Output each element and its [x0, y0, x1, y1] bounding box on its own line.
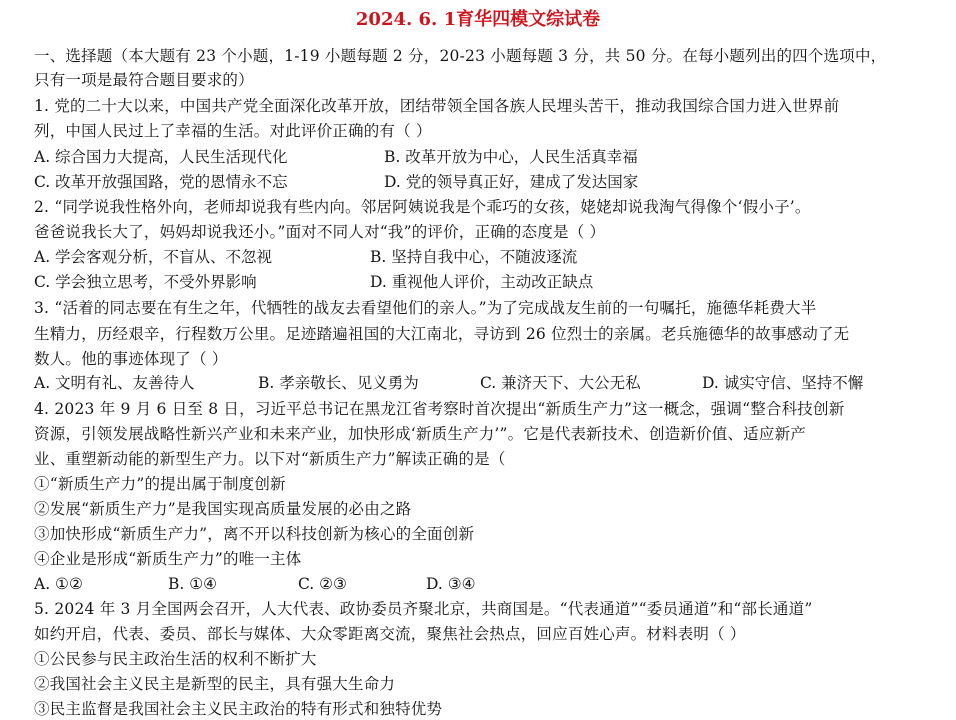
question-3-option-b: B. 孝亲敬长、见义勇为 — [258, 374, 419, 392]
question-1-option-a: A. 综合国力大提高，人民生活现代化 — [34, 148, 288, 166]
section-instructions-line-2: 只有一项是最符合题目要求的） — [34, 71, 254, 89]
question-4-option-d: D. ③④ — [426, 575, 476, 593]
question-2-option-d: D. 重视他人评价，主动改正缺点 — [370, 273, 594, 291]
question-3-stem-line-2: 生精力，历经艰辛，行程数万公里。足迹踏遍祖国的大江南北，寻访到 26 位烈士的亲属。老兵施德华的故事感动了无 — [34, 325, 850, 343]
question-4-item-4: ④企业是形成“新质生产力”的唯一主体 — [34, 550, 302, 568]
question-1-option-d: D. 党的领导真正好，建成了发达国家 — [384, 173, 639, 191]
question-4-stem-line-1: 4. 2023 年 9 月 6 日至 8 日，习近平总书记在黑龙江省考察时首次提出“新质生产力”这一概念，强调“整合科技创新 — [34, 400, 845, 418]
question-5-item-3: ③民主监督是我国社会主义民主政治的特有形式和独特优势 — [34, 700, 443, 718]
question-2-stem-line-2: 爸爸说我长大了，妈妈却说我还小。”面对不同人对“我”的评价，正确的态度是（ ） — [34, 223, 606, 241]
question-4-stem-line-2: 资源，引领发展战略性新兴产业和未来产业，加快形成‘新质生产力’”。它是代表新技术、创造新价值、适应新产 — [34, 425, 806, 443]
question-2-option-a: A. 学会客观分析，不盲从、不忽视 — [34, 248, 273, 266]
question-4-stem-line-3: 业、重塑新动能的新型生产力。以下对“新质生产力”解读正确的是（ — [34, 450, 506, 468]
question-2-stem-line-1: 2. “同学说我性格外向，老师却说我有些内向。邻居阿姨说我是个乖巧的女孩，姥姥却说我淘气得像个‘假小子’。 — [34, 198, 811, 216]
question-3-stem-line-3: 数人。他的事迹体现了（ ） — [34, 350, 228, 368]
question-1-option-b: B. 改革开放为中心，人民生活真幸福 — [384, 148, 638, 166]
exam-title: 2024. 6. 1育华四模文综试卷 — [355, 9, 601, 30]
question-3-option-c: C. 兼济天下、大公无私 — [480, 374, 641, 392]
question-5-stem-line-2: 如约开启，代表、委员、部长与媒体、大众零距离交流，聚焦社会热点，回应百姓心声。材料表明（ ） — [34, 625, 746, 643]
section-instructions-line-1: 一、选择题（本大题有 23 个小题，1-19 小题每题 2 分，20-23 小题每题 3 分，共 50 分。在每小题列出的四个选项中， — [34, 47, 887, 65]
question-1-stem-line-2: 列，中国人民过上了幸福的生活。对此评价正确的有（ ） — [34, 122, 432, 140]
question-2-option-c: C. 学会独立思考，不受外界影响 — [34, 273, 257, 291]
question-4-item-2: ②发展“新质生产力”是我国实现高质量发展的必由之路 — [34, 500, 412, 518]
question-5-item-1: ①公民参与民主政治生活的权利不断扩大 — [34, 650, 317, 668]
question-2-option-b: B. 坚持自我中心，不随波逐流 — [370, 248, 578, 266]
question-3-option-d: D. 诚实守信、坚持不懈 — [702, 374, 864, 392]
question-4-option-b: B. ①④ — [168, 575, 218, 593]
question-3-option-a: A. 文明有礼、友善待人 — [34, 374, 195, 392]
question-3-stem-line-1: 3. “活着的同志要在有生之年，代牺牲的战友去看望他们的亲人。”为了完成战友生前的一句嘱托，施德华耗费大半 — [34, 299, 817, 317]
question-1-stem-line-1: 1. 党的二十大以来，中国共产党全面深化改革开放，团结带领全国各族人民埋头苦干，推动我国综合国力进入世界前 — [34, 97, 840, 115]
question-4-option-c: C. ②③ — [298, 575, 347, 593]
question-4-item-1: ①“新质生产力”的提出属于制度创新 — [34, 475, 286, 493]
question-5-stem-line-1: 5. 2024 年 3 月全国两会召开，人大代表、政协委员齐聚北京，共商国是。“代表通道”“委员通道”和“部长通道” — [34, 600, 813, 618]
question-4-item-3: ③加快形成“新质生产力”，离不开以科技创新为核心的全面创新 — [34, 525, 475, 543]
question-4-option-a: A. ①② — [34, 575, 83, 593]
question-1-option-c: C. 改革开放强国路，党的恩情永不忘 — [34, 173, 288, 191]
question-5-item-2: ②我国社会主义民主是新型的民主，具有强大生命力 — [34, 675, 396, 693]
